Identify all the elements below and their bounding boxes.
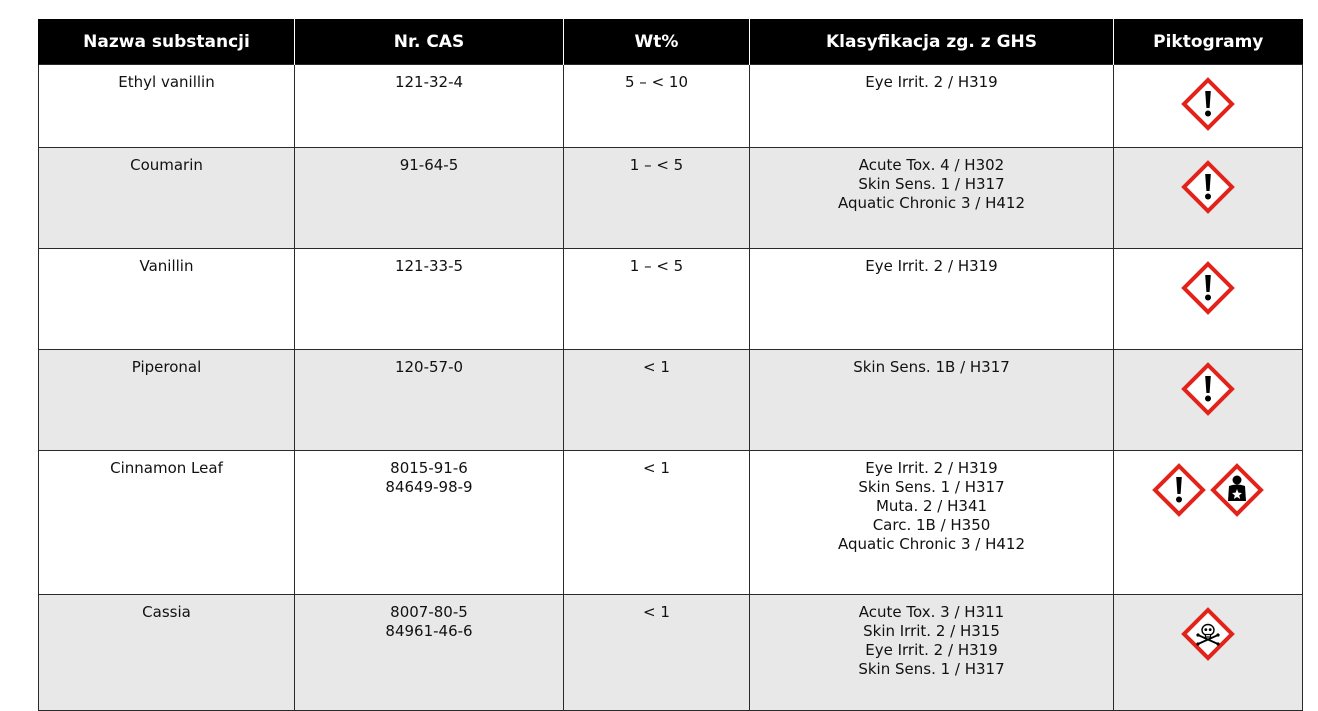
cell-ghs-classification	[750, 595, 1114, 711]
cell-cas-number	[295, 65, 564, 148]
hazard-statement: Eye Irrit. 2 / H319	[865, 257, 998, 275]
cell-weight-percent: 1 – < 5	[564, 249, 750, 350]
cell-substance-name: Ethyl vanillin	[39, 65, 295, 148]
cas-number: 8007-80-5	[390, 603, 468, 621]
ghs07-exclamation-icon	[1152, 463, 1206, 517]
cell-substance-name: Piperonal	[39, 350, 295, 451]
cell-substance-name: Cassia	[39, 595, 295, 711]
hazard-statement: Aquatic Chronic 3 / H412	[837, 194, 1025, 212]
cell-substance-name: Coumarin	[39, 148, 295, 249]
cell-pictograms	[1114, 65, 1303, 148]
table-row	[39, 148, 1303, 249]
cell-pictograms	[1114, 595, 1303, 711]
cell-ghs-classification	[750, 451, 1114, 595]
cas-number: 91-64-5	[399, 156, 459, 174]
pictogram-group	[1118, 77, 1298, 131]
cell-cas-number	[295, 451, 564, 595]
cas-number: 121-33-5	[394, 257, 464, 275]
header-ghs-classification: Klasyfikacja zg. z GHS	[750, 19, 1114, 65]
hazard-statement: Acute Tox. 3 / H311	[858, 603, 1005, 621]
cas-number: 84649-98-9	[385, 478, 473, 496]
cell-pictograms	[1114, 249, 1303, 350]
pictogram-group	[1118, 607, 1298, 661]
header-weight-percent: Wt%	[564, 19, 750, 65]
cell-ghs-classification	[750, 148, 1114, 249]
hazard-statement: Eye Irrit. 2 / H319	[865, 641, 998, 659]
ghs07-exclamation-icon	[1181, 160, 1235, 214]
pictogram-group	[1118, 160, 1298, 214]
table-row	[39, 65, 1303, 148]
table-row	[39, 451, 1303, 595]
cell-cas-number	[295, 595, 564, 711]
cell-substance-name: Cinnamon Leaf	[39, 451, 295, 595]
header-cas-number: Nr. CAS	[295, 19, 564, 65]
cell-ghs-classification	[750, 350, 1114, 451]
hazard-statement: Skin Sens. 1B / H317	[853, 358, 1010, 376]
cell-ghs-classification	[750, 65, 1114, 148]
header-substance-name: Nazwa substancji	[39, 19, 295, 65]
hazard-statement: Skin Irrit. 2 / H315	[863, 622, 1000, 640]
cell-substance-name: Vanillin	[39, 249, 295, 350]
pictogram-group	[1118, 362, 1298, 416]
cell-cas-number	[295, 148, 564, 249]
hazard-statement: Carc. 1B / H350	[872, 516, 991, 534]
cas-number: 8015-91-6	[390, 459, 468, 477]
cas-number: 84961-46-6	[385, 622, 473, 640]
hazard-statement: Eye Irrit. 2 / H319	[865, 73, 998, 91]
substance-table	[38, 19, 1303, 711]
hazard-statement: Eye Irrit. 2 / H319	[865, 459, 998, 477]
ghs08-health-hazard-icon	[1210, 463, 1264, 517]
hazard-statement: Muta. 2 / H341	[875, 497, 988, 515]
cas-number: 121-32-4	[394, 73, 464, 91]
table-header-row	[39, 19, 1303, 65]
hazard-statement: Skin Sens. 1 / H317	[858, 175, 1005, 193]
hazard-statement: Skin Sens. 1 / H317	[858, 660, 1005, 678]
cell-weight-percent: < 1	[564, 451, 750, 595]
cas-number: 120-57-0	[394, 358, 464, 376]
ghs06-skull-crossbones-icon	[1181, 607, 1235, 661]
cell-pictograms	[1114, 148, 1303, 249]
hazard-statement: Aquatic Chronic 3 / H412	[837, 535, 1025, 553]
cell-cas-number	[295, 249, 564, 350]
ghs07-exclamation-icon	[1181, 77, 1235, 131]
cell-pictograms	[1114, 350, 1303, 451]
pictogram-group	[1118, 261, 1298, 315]
ghs07-exclamation-icon	[1181, 362, 1235, 416]
table-row	[39, 249, 1303, 350]
hazard-statement: Skin Sens. 1 / H317	[858, 478, 1005, 496]
hazard-statement: Acute Tox. 4 / H302	[858, 156, 1005, 174]
cell-cas-number	[295, 350, 564, 451]
cell-weight-percent: 1 – < 5	[564, 148, 750, 249]
table-row	[39, 350, 1303, 451]
header-pictograms: Piktogramy	[1114, 19, 1303, 65]
ghs07-exclamation-icon	[1181, 261, 1235, 315]
cell-ghs-classification	[750, 249, 1114, 350]
cell-weight-percent: 5 – < 10	[564, 65, 750, 148]
cell-weight-percent: < 1	[564, 595, 750, 711]
cell-weight-percent: < 1	[564, 350, 750, 451]
pictogram-group	[1118, 463, 1298, 517]
table-row	[39, 595, 1303, 711]
cell-pictograms	[1114, 451, 1303, 595]
